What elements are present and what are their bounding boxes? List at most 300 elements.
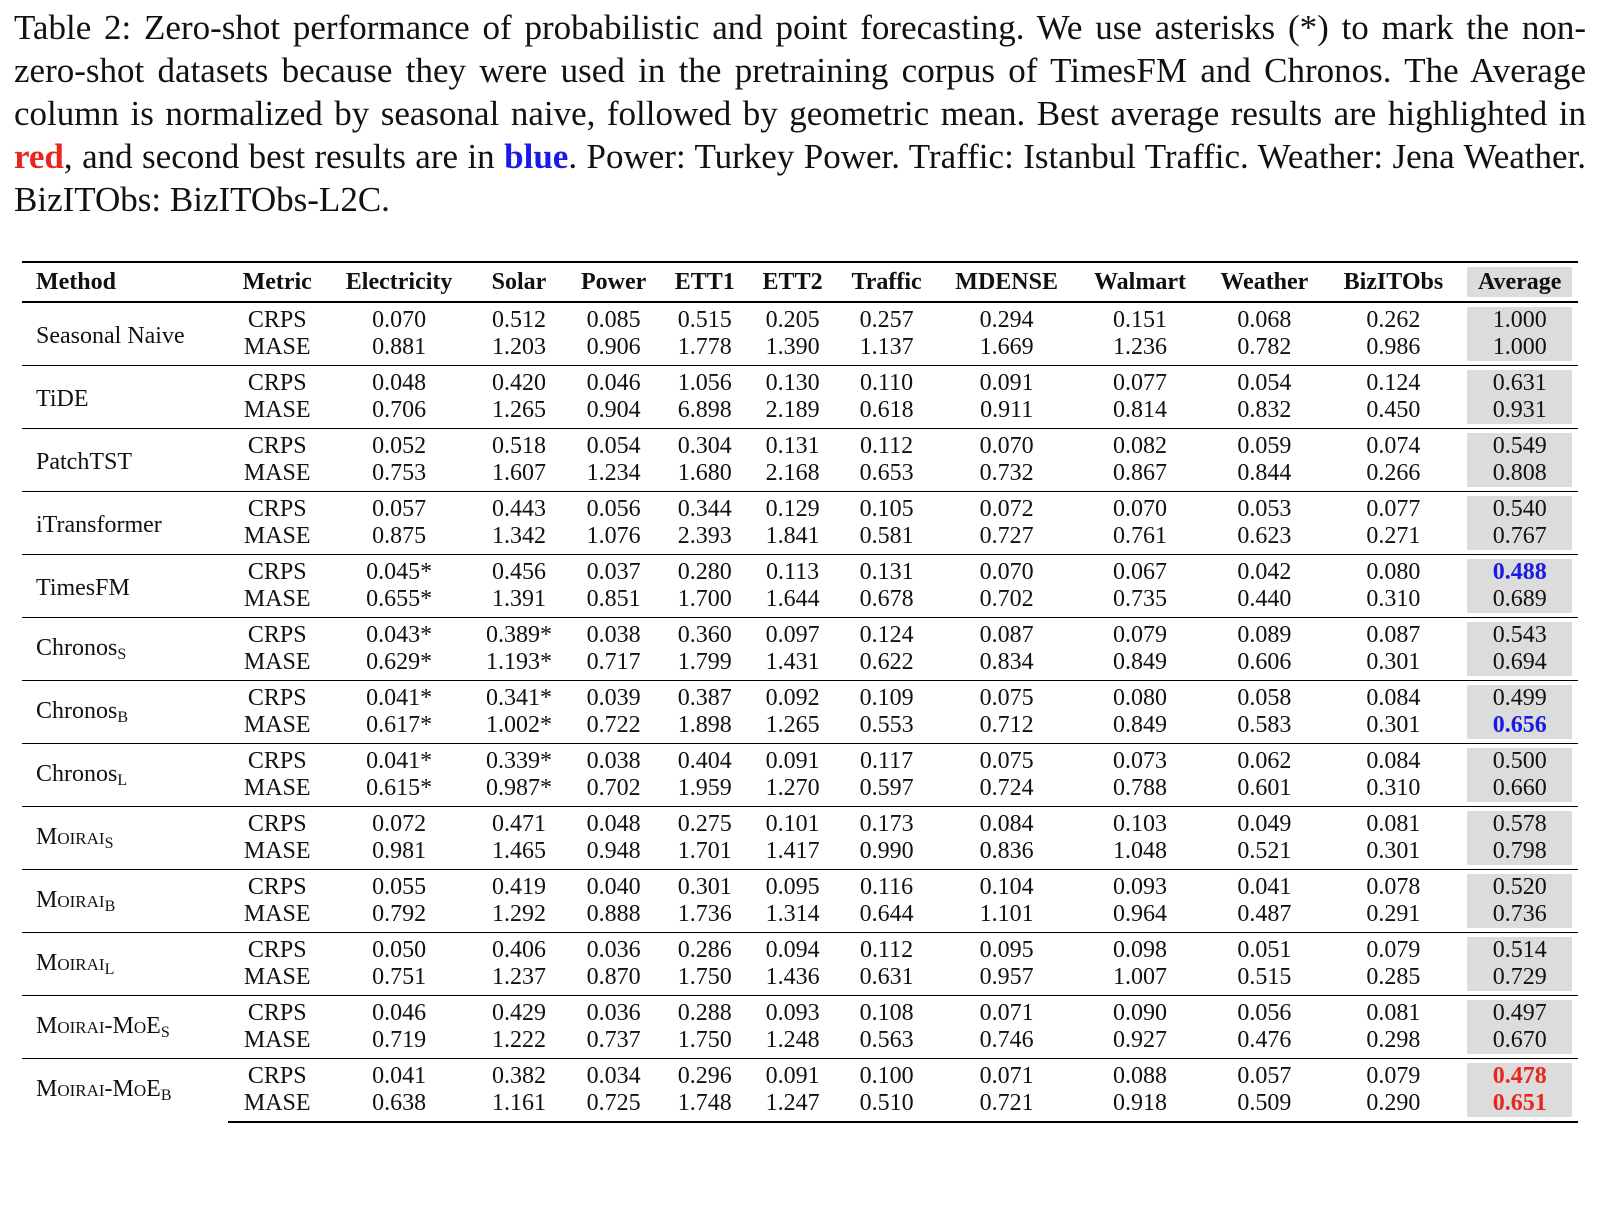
method-size-subscript: L: [117, 771, 128, 789]
value-cell: 2.393: [677, 523, 732, 549]
metric-label: CRPS: [228, 429, 327, 461]
method-name: [22, 366, 228, 429]
average-cell: [1461, 302, 1578, 334]
value-cell: 0.034: [567, 1059, 661, 1091]
value-cell: 0.070: [937, 555, 1077, 587]
value-cell: 1.270: [765, 775, 820, 801]
method-group: [22, 429, 1578, 492]
table-row: [22, 681, 1578, 713]
value-cell: 0.110: [836, 366, 936, 398]
value-cell: 1.898: [677, 712, 732, 738]
value-cell: 0.836: [979, 838, 1034, 864]
value-cell: 0.117: [836, 744, 936, 776]
average-cell: [1461, 366, 1578, 398]
method-label: TimesFM: [36, 574, 130, 601]
value-cell: 0.059: [1203, 429, 1325, 461]
average-value: 0.736: [1467, 901, 1572, 928]
value-cell: 0.389*: [471, 618, 566, 650]
value-cell: 1.314: [765, 901, 820, 927]
value-cell: 0.875: [372, 523, 427, 549]
value-cell: 0.056: [567, 492, 661, 524]
average-cell: [1461, 1027, 1578, 1059]
average-value: 1.000: [1467, 307, 1572, 334]
value-cell: 0.298: [1366, 1027, 1421, 1053]
value-cell: 0.124: [836, 618, 936, 650]
value-cell: 0.070: [372, 307, 427, 333]
value-cell: 0.360: [661, 618, 749, 650]
value-cell: 1.247: [749, 1090, 837, 1122]
average-cell: [1461, 523, 1578, 555]
value-cell: 0.079: [1325, 1059, 1461, 1091]
caption-text-3: . Power: Turkey Power. Traffic: Istanbul Traffic. Weather: Jena Weather. BizITObs: BizITObs-L2C.: [14, 137, 1587, 219]
value-cell: 0.288: [661, 996, 749, 1028]
average-cell: [1461, 681, 1578, 713]
value-cell: 0.844: [1237, 460, 1292, 486]
value-cell: 0.266: [1366, 460, 1421, 486]
value-cell: 0.471: [471, 807, 566, 839]
value-cell: 0.631: [859, 964, 914, 990]
value-cell: 0.981: [372, 838, 427, 864]
value-cell: 0.702: [586, 775, 641, 801]
average-value: 0.543: [1467, 622, 1572, 649]
value-cell: 0.597: [859, 775, 914, 801]
average-cell: [1461, 492, 1578, 524]
method-label: iTransformer: [36, 511, 162, 538]
value-cell: 0.173: [836, 807, 936, 839]
value-cell: 0.092: [749, 681, 837, 713]
value-cell: 0.068: [1237, 307, 1292, 333]
value-cell: 0.041: [1203, 870, 1325, 902]
average-value: 1.000: [1467, 334, 1572, 361]
value-cell: 0.294: [979, 307, 1034, 333]
value-cell: 0.310: [1366, 775, 1421, 801]
value-cell: 0.285: [1366, 964, 1421, 990]
value-cell: 1.161: [471, 1090, 566, 1122]
value-cell: 0.081: [1325, 996, 1461, 1028]
value-cell: 0.095: [937, 933, 1077, 965]
table-row: [22, 334, 1578, 366]
value-cell: 1.465: [491, 838, 546, 864]
value-cell: 0.615*: [366, 775, 433, 801]
value-cell: 0.095: [749, 870, 837, 902]
table-row: [22, 933, 1578, 965]
value-cell: 1.431: [765, 649, 820, 675]
table-caption: [14, 6, 1586, 221]
value-cell: 0.131: [836, 555, 936, 587]
method-group: [22, 933, 1578, 996]
value-cell: 0.382: [471, 1059, 566, 1091]
method-group: [22, 302, 1578, 366]
value-cell: 0.310: [1366, 586, 1421, 612]
metric-label: CRPS: [228, 492, 327, 524]
method-label: Moirai: [36, 949, 105, 976]
average-value: 0.656: [1467, 712, 1572, 739]
method-name: [22, 1059, 228, 1123]
value-cell: 0.782: [1237, 334, 1292, 360]
value-cell: 1.193*: [485, 649, 552, 675]
value-cell: 0.094: [749, 933, 837, 965]
value-cell: 0.038: [567, 618, 661, 650]
value-cell: 0.622: [859, 649, 914, 675]
value-cell: 0.563: [859, 1027, 914, 1053]
value-cell: 0.832: [1237, 397, 1292, 423]
metric-label: CRPS: [228, 618, 327, 650]
value-cell: 0.041*: [327, 681, 472, 713]
value-cell: 0.046: [567, 366, 661, 398]
metric-label: MASE: [243, 838, 311, 864]
column-header-weather: Weather: [1203, 262, 1325, 302]
value-cell: 1.750: [677, 964, 732, 990]
value-cell: 1.007: [1112, 964, 1167, 990]
metric-label: CRPS: [228, 1059, 327, 1091]
value-cell: 0.131: [749, 429, 837, 461]
value-cell: 0.091: [749, 744, 837, 776]
value-cell: 0.053: [1203, 492, 1325, 524]
value-cell: 0.629*: [366, 649, 433, 675]
value-cell: 0.275: [661, 807, 749, 839]
value-cell: 0.055: [327, 870, 472, 902]
value-cell: 0.113: [749, 555, 837, 587]
value-cell: 0.717: [586, 649, 641, 675]
value-cell: 2.168: [765, 460, 820, 486]
value-cell: 0.082: [1077, 429, 1204, 461]
value-cell: 0.420: [471, 366, 566, 398]
value-cell: 0.304: [661, 429, 749, 461]
value-cell: 0.090: [1077, 996, 1204, 1028]
average-value: 0.478: [1467, 1063, 1572, 1090]
average-cell: [1461, 901, 1578, 933]
table-row: [22, 996, 1578, 1028]
value-cell: 0.072: [327, 807, 472, 839]
table-row: [22, 649, 1578, 681]
method-name: [22, 492, 228, 555]
value-cell: 0.721: [937, 1090, 1077, 1122]
table-row: [22, 523, 1578, 555]
value-cell: 0.512: [491, 307, 546, 333]
average-header-label: Average: [1467, 267, 1572, 297]
value-cell: 0.761: [1112, 523, 1167, 549]
value-cell: 0.719: [372, 1027, 427, 1053]
metric-label: MASE: [243, 775, 311, 801]
method-group: [22, 1059, 1578, 1123]
average-value: 0.499: [1467, 685, 1572, 712]
value-cell: 0.290: [1325, 1090, 1461, 1122]
value-cell: 0.792: [372, 901, 427, 927]
value-cell: 1.101: [979, 901, 1034, 927]
table-row: [22, 460, 1578, 492]
value-cell: 0.129: [749, 492, 837, 524]
value-cell: 0.108: [836, 996, 936, 1028]
table-row: [22, 492, 1578, 524]
method-group: [22, 555, 1578, 618]
average-value: 0.660: [1467, 775, 1572, 802]
value-cell: 0.109: [836, 681, 936, 713]
average-cell: [1461, 1090, 1578, 1122]
value-cell: 0.070: [1077, 492, 1204, 524]
value-cell: 0.606: [1237, 649, 1292, 675]
value-cell: 0.036: [567, 996, 661, 1028]
method-size-subscript: B: [117, 708, 129, 726]
table-row: [22, 397, 1578, 429]
average-value: 0.808: [1467, 460, 1572, 487]
method-name: [22, 933, 228, 996]
value-cell: 0.990: [859, 838, 914, 864]
method-label: Moirai-MoE: [36, 1076, 161, 1102]
value-cell: 0.079: [1325, 933, 1461, 965]
value-cell: 0.100: [836, 1059, 936, 1091]
value-cell: 0.888: [586, 901, 641, 927]
column-header-solar: Solar: [471, 262, 566, 302]
value-cell: 0.476: [1237, 1027, 1292, 1053]
table-row: [22, 1090, 1578, 1122]
value-cell: 1.048: [1112, 838, 1167, 864]
metric-label: MASE: [228, 1090, 327, 1122]
method-name: [22, 744, 228, 807]
method-group: [22, 366, 1578, 429]
value-cell: 0.291: [1366, 901, 1421, 927]
value-cell: 0.057: [1203, 1059, 1325, 1091]
value-cell: 0.084: [1325, 681, 1461, 713]
value-cell: 0.644: [859, 901, 914, 927]
average-value: 0.488: [1467, 559, 1572, 586]
value-cell: 0.301: [1366, 712, 1421, 738]
average-cell: [1461, 1059, 1578, 1091]
value-cell: 0.788: [1112, 775, 1167, 801]
value-cell: 0.257: [859, 307, 914, 333]
table-row: [22, 429, 1578, 461]
value-cell: 0.124: [1325, 366, 1461, 398]
value-cell: 0.093: [749, 996, 837, 1028]
value-cell: 1.390: [765, 334, 820, 360]
value-cell: 1.778: [677, 334, 732, 360]
caption-text-1: Table 2: Zero-shot performance of probabilistic and point forecasting. We use asterisks (*) to mark the non-zero-shot datasets because they were used in the pretraining corpus of TimesFM and Chronos. The Average column is normalized by seasonal naive, followed by geometric mean. Best average results are highlighted in: [14, 8, 1586, 133]
value-cell: 0.091: [749, 1059, 837, 1091]
value-cell: 0.521: [1237, 838, 1292, 864]
value-cell: 0.450: [1366, 397, 1421, 423]
value-cell: 0.957: [979, 964, 1034, 990]
value-cell: 1.002*: [485, 712, 552, 738]
average-cell: [1461, 744, 1578, 776]
value-cell: 1.736: [677, 901, 732, 927]
value-cell: 0.911: [980, 397, 1034, 423]
value-cell: 0.510: [836, 1090, 936, 1122]
value-cell: 0.151: [1112, 307, 1167, 333]
metric-label: MASE: [243, 523, 311, 549]
value-cell: 1.248: [765, 1027, 820, 1053]
average-value: 0.670: [1467, 1027, 1572, 1054]
value-cell: 0.753: [372, 460, 427, 486]
value-cell: 0.036: [567, 933, 661, 965]
value-cell: 0.487: [1237, 901, 1292, 927]
value-cell: 0.262: [1366, 307, 1421, 333]
value-cell: 1.700: [677, 586, 732, 612]
average-value: 0.767: [1467, 523, 1572, 550]
average-value: 0.578: [1467, 811, 1572, 838]
column-header-ett2: ETT2: [749, 262, 837, 302]
value-cell: 0.702: [979, 586, 1034, 612]
value-cell: 0.987*: [485, 775, 552, 801]
table-row: [22, 964, 1578, 996]
method-label: Chronos: [36, 760, 118, 787]
value-cell: 0.948: [586, 838, 641, 864]
value-cell: 0.041*: [327, 744, 472, 776]
average-value: 0.651: [1467, 1090, 1572, 1117]
value-cell: 0.339*: [471, 744, 566, 776]
value-cell: 0.601: [1237, 775, 1292, 801]
value-cell: 0.054: [1203, 366, 1325, 398]
value-cell: 0.042: [1203, 555, 1325, 587]
metric-label: MASE: [243, 901, 311, 927]
method-name: [22, 429, 228, 492]
value-cell: 0.927: [1112, 1027, 1167, 1053]
caption-red-word: red: [14, 137, 64, 176]
value-cell: 0.271: [1366, 523, 1421, 549]
metric-label: CRPS: [228, 681, 327, 713]
value-cell: 0.515: [677, 307, 732, 333]
table-row: [22, 1059, 1578, 1091]
value-cell: 0.084: [937, 807, 1077, 839]
method-size-subscript: B: [104, 897, 116, 915]
value-cell: 0.419: [471, 870, 566, 902]
value-cell: 0.732: [979, 460, 1034, 486]
value-cell: 0.653: [859, 460, 914, 486]
value-cell: 0.049: [1203, 807, 1325, 839]
value-cell: 0.678: [859, 586, 914, 612]
average-value: 0.798: [1467, 838, 1572, 865]
average-cell: [1461, 586, 1578, 618]
value-cell: 0.986: [1366, 334, 1421, 360]
value-cell: 0.849: [1112, 712, 1167, 738]
average-cell: [1461, 996, 1578, 1028]
value-cell: 0.087: [937, 618, 1077, 650]
value-cell: 1.234: [586, 460, 641, 486]
value-cell: 0.043*: [327, 618, 472, 650]
value-cell: 0.048: [567, 807, 661, 839]
average-cell: [1461, 397, 1578, 429]
metric-label: CRPS: [228, 933, 327, 965]
value-cell: 1.436: [765, 964, 820, 990]
method-label: Chronos: [36, 634, 118, 661]
method-name: [22, 681, 228, 744]
value-cell: 0.101: [749, 807, 837, 839]
value-cell: 1.799: [677, 649, 732, 675]
table-row: [22, 586, 1578, 618]
value-cell: 0.509: [1203, 1090, 1325, 1122]
value-cell: 0.077: [1325, 492, 1461, 524]
method-group: [22, 870, 1578, 933]
method-group: [22, 492, 1578, 555]
value-cell: 1.292: [491, 901, 546, 927]
table-row: [22, 838, 1578, 870]
value-cell: 0.638: [327, 1090, 472, 1122]
value-cell: 0.737: [586, 1027, 641, 1053]
value-cell: 0.387: [661, 681, 749, 713]
column-header-power: Power: [567, 262, 661, 302]
value-cell: 0.583: [1237, 712, 1292, 738]
value-cell: 1.841: [765, 523, 820, 549]
value-cell: 0.039: [567, 681, 661, 713]
value-cell: 0.623: [1237, 523, 1292, 549]
value-cell: 0.341*: [471, 681, 566, 713]
value-cell: 0.104: [937, 870, 1077, 902]
value-cell: 0.617*: [366, 712, 433, 738]
value-cell: 1.076: [586, 523, 641, 549]
average-cell: [1461, 933, 1578, 965]
table-row: [22, 302, 1578, 334]
column-header-walmart: Walmart: [1077, 262, 1204, 302]
value-cell: 0.746: [979, 1027, 1034, 1053]
method-size-subscript: L: [104, 960, 115, 978]
value-cell: 0.085: [586, 307, 641, 333]
table-row: [22, 807, 1578, 839]
method-label: TiDE: [36, 385, 89, 412]
value-cell: 0.515: [1237, 964, 1292, 990]
column-header-average: [1461, 262, 1578, 302]
average-cell: [1461, 870, 1578, 902]
value-cell: 0.918: [1077, 1090, 1204, 1122]
value-cell: 0.429: [471, 996, 566, 1028]
value-cell: 0.089: [1203, 618, 1325, 650]
value-cell: 0.851: [586, 586, 641, 612]
value-cell: 0.301: [1366, 649, 1421, 675]
column-header-mdense: MDENSE: [937, 262, 1077, 302]
value-cell: 0.712: [979, 712, 1034, 738]
method-size-subscript: S: [160, 1023, 170, 1041]
method-label: Chronos: [36, 697, 118, 724]
value-cell: 1.237: [491, 964, 546, 990]
average-cell: [1461, 618, 1578, 650]
value-cell: 0.518: [471, 429, 566, 461]
results-table: [22, 261, 1578, 1123]
value-cell: 0.058: [1203, 681, 1325, 713]
table-row: [22, 1027, 1578, 1059]
table-row: [22, 555, 1578, 587]
average-cell: [1461, 775, 1578, 807]
value-cell: 1.680: [677, 460, 732, 486]
value-cell: 0.553: [859, 712, 914, 738]
value-cell: 1.669: [979, 334, 1034, 360]
value-cell: 0.867: [1112, 460, 1167, 486]
value-cell: 0.091: [937, 366, 1077, 398]
value-cell: 0.084: [1325, 744, 1461, 776]
value-cell: 0.038: [567, 744, 661, 776]
metric-label: MASE: [243, 649, 311, 675]
method-label: PatchTST: [36, 448, 132, 475]
value-cell: 0.050: [327, 933, 472, 965]
metric-label: CRPS: [228, 870, 327, 902]
method-name: [22, 807, 228, 870]
value-cell: 0.130: [749, 366, 837, 398]
value-cell: 0.057: [327, 492, 472, 524]
method-group: [22, 618, 1578, 681]
value-cell: 1.342: [491, 523, 546, 549]
value-cell: 1.959: [677, 775, 732, 801]
value-cell: 0.078: [1325, 870, 1461, 902]
table-row: [22, 366, 1578, 398]
value-cell: 0.103: [1077, 807, 1204, 839]
metric-label: CRPS: [228, 807, 327, 839]
value-cell: 0.077: [1077, 366, 1204, 398]
value-cell: 1.391: [491, 586, 546, 612]
value-cell: 0.870: [586, 964, 641, 990]
value-cell: 0.075: [937, 744, 1077, 776]
column-header-metric: Metric: [228, 262, 327, 302]
column-header-ett1: ETT1: [661, 262, 749, 302]
value-cell: 1.203: [491, 334, 546, 360]
metric-label: CRPS: [228, 366, 327, 398]
value-cell: 0.074: [1325, 429, 1461, 461]
value-cell: 0.056: [1203, 996, 1325, 1028]
